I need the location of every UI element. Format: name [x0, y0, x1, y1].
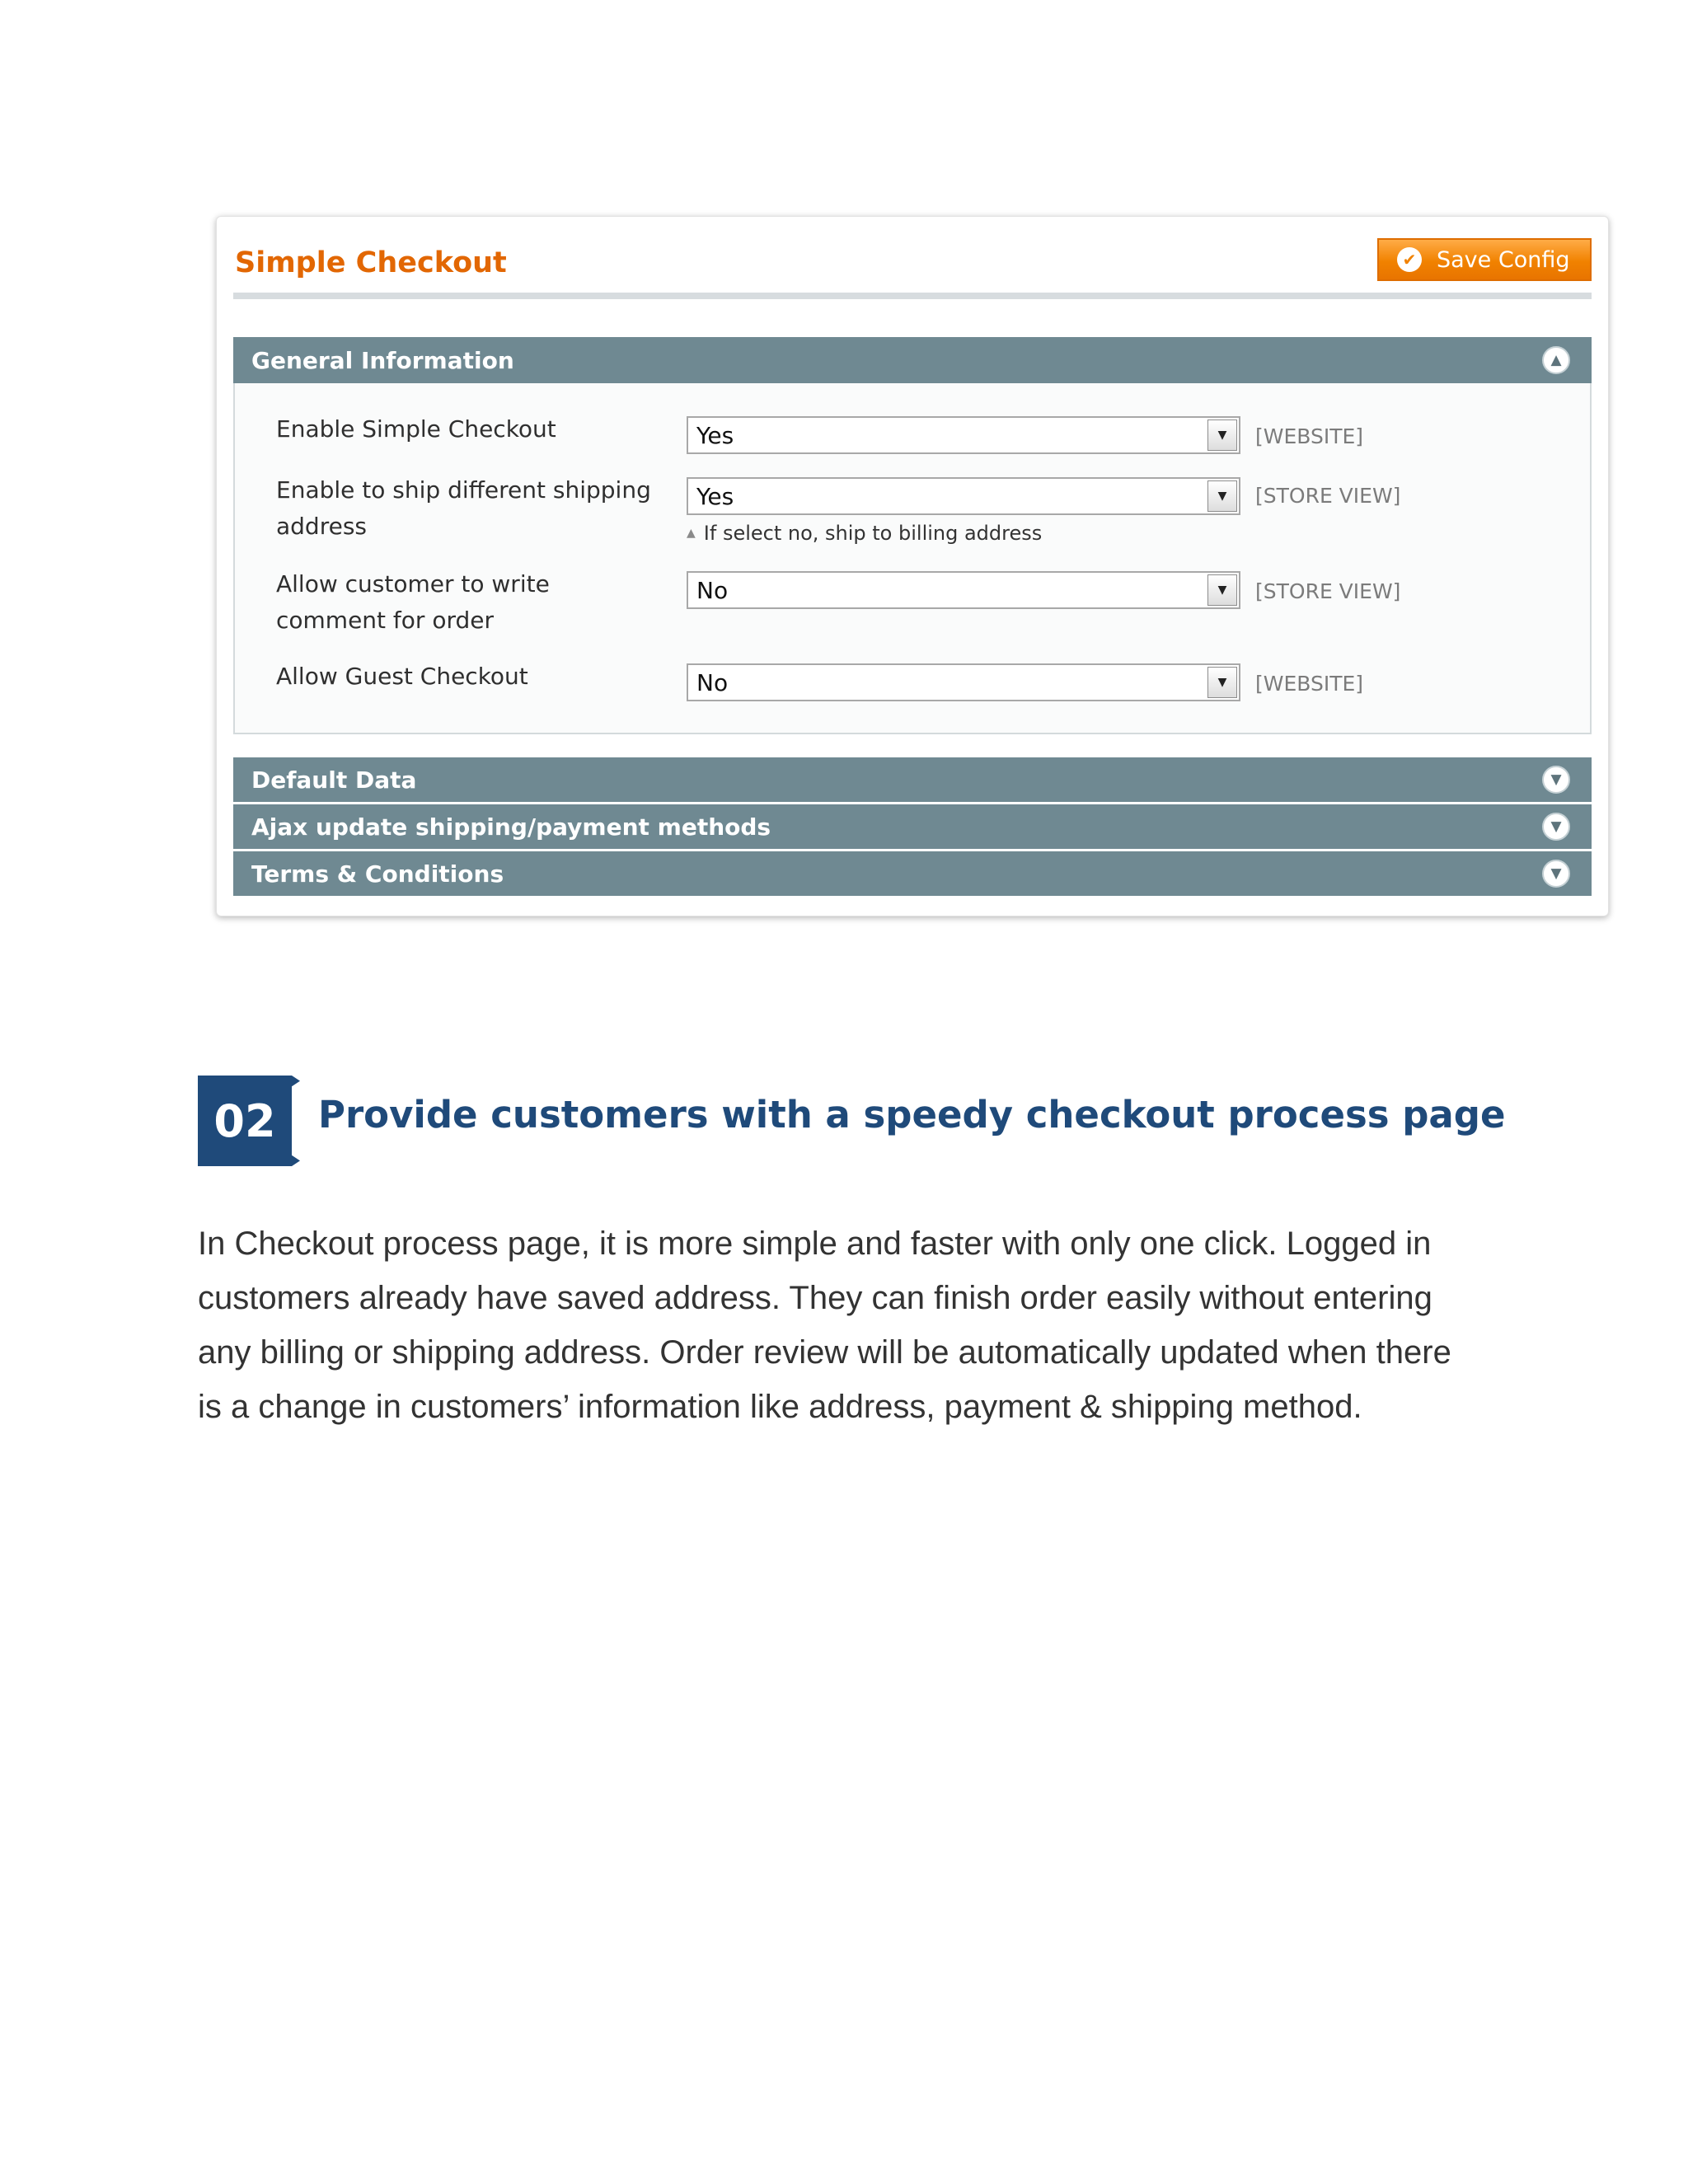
config-panel: [216, 216, 1609, 916]
title-divider: [233, 293, 1592, 299]
section-title: Terms & Conditions: [251, 860, 504, 888]
check-icon: ✔: [1397, 247, 1422, 272]
dropdown-arrow-icon[interactable]: ▼: [1207, 574, 1237, 606]
chevron-down-icon[interactable]: ▼: [1542, 813, 1570, 841]
section-header-general-information[interactable]: [233, 337, 1592, 383]
select-enable-simple-checkout[interactable]: [687, 416, 1240, 454]
chevron-down-icon[interactable]: ▼: [1542, 860, 1570, 888]
field-label-enable-simple-checkout: Enable Simple Checkout: [276, 415, 556, 443]
dropdown-arrow-icon[interactable]: ▼: [1207, 667, 1237, 698]
dropdown-arrow-icon[interactable]: ▼: [1207, 480, 1237, 512]
dropdown-arrow-icon[interactable]: ▼: [1207, 419, 1237, 451]
select-value: Yes: [696, 482, 734, 510]
field-label-ship-different-address: Enable to ship different shipping address: [276, 476, 651, 540]
section-header-default-data[interactable]: [233, 757, 1592, 802]
save-config-label: Save Config: [1437, 246, 1570, 273]
section-header-terms-conditions[interactable]: [233, 851, 1592, 896]
chevron-up-icon[interactable]: ▲: [1542, 346, 1570, 374]
select-allow-comment[interactable]: [687, 571, 1240, 609]
section-title: Default Data: [251, 766, 417, 794]
section-number-badge: 02: [198, 1076, 292, 1166]
field-label-allow-comment: Allow customer to write comment for order: [276, 570, 550, 634]
select-value: No: [696, 576, 729, 604]
scope-label: [STORE VIEW]: [1255, 579, 1401, 603]
select-ship-different-address[interactable]: [687, 477, 1240, 515]
page-title: Simple Checkout: [235, 246, 507, 279]
select-value: Yes: [696, 421, 734, 449]
section-heading: Provide customers with a speedy checkout process page: [318, 1093, 1506, 1137]
chevron-down-icon[interactable]: ▼: [1542, 766, 1570, 794]
section-header-ajax-update[interactable]: [233, 804, 1592, 849]
section-title: General Information: [251, 346, 514, 374]
field-note-text: If select no, ship to billing address: [703, 522, 1043, 545]
scope-label: [STORE VIEW]: [1255, 484, 1401, 508]
field-note: [687, 522, 1042, 545]
select-value: No: [696, 668, 729, 696]
general-information-body: [233, 383, 1592, 734]
field-label-allow-guest-checkout: Allow Guest Checkout: [276, 663, 528, 690]
save-config-button[interactable]: [1377, 238, 1592, 281]
select-allow-guest-checkout[interactable]: [687, 663, 1240, 701]
scope-label: [WEBSITE]: [1255, 672, 1364, 696]
section-title: Ajax update shipping/payment methods: [251, 813, 771, 841]
triangle-up-icon: ▲: [687, 527, 696, 540]
body-paragraph: In Checkout process page, it is more simple and faster with only one click. Logged in customers already have saved address. They can finish order easily without entering any billing or shipping address. Order review will be automatically updated when there is a change in customers’ information like address, payment & shipping method.: [198, 1226, 1451, 1425]
scope-label: [WEBSITE]: [1255, 424, 1364, 448]
